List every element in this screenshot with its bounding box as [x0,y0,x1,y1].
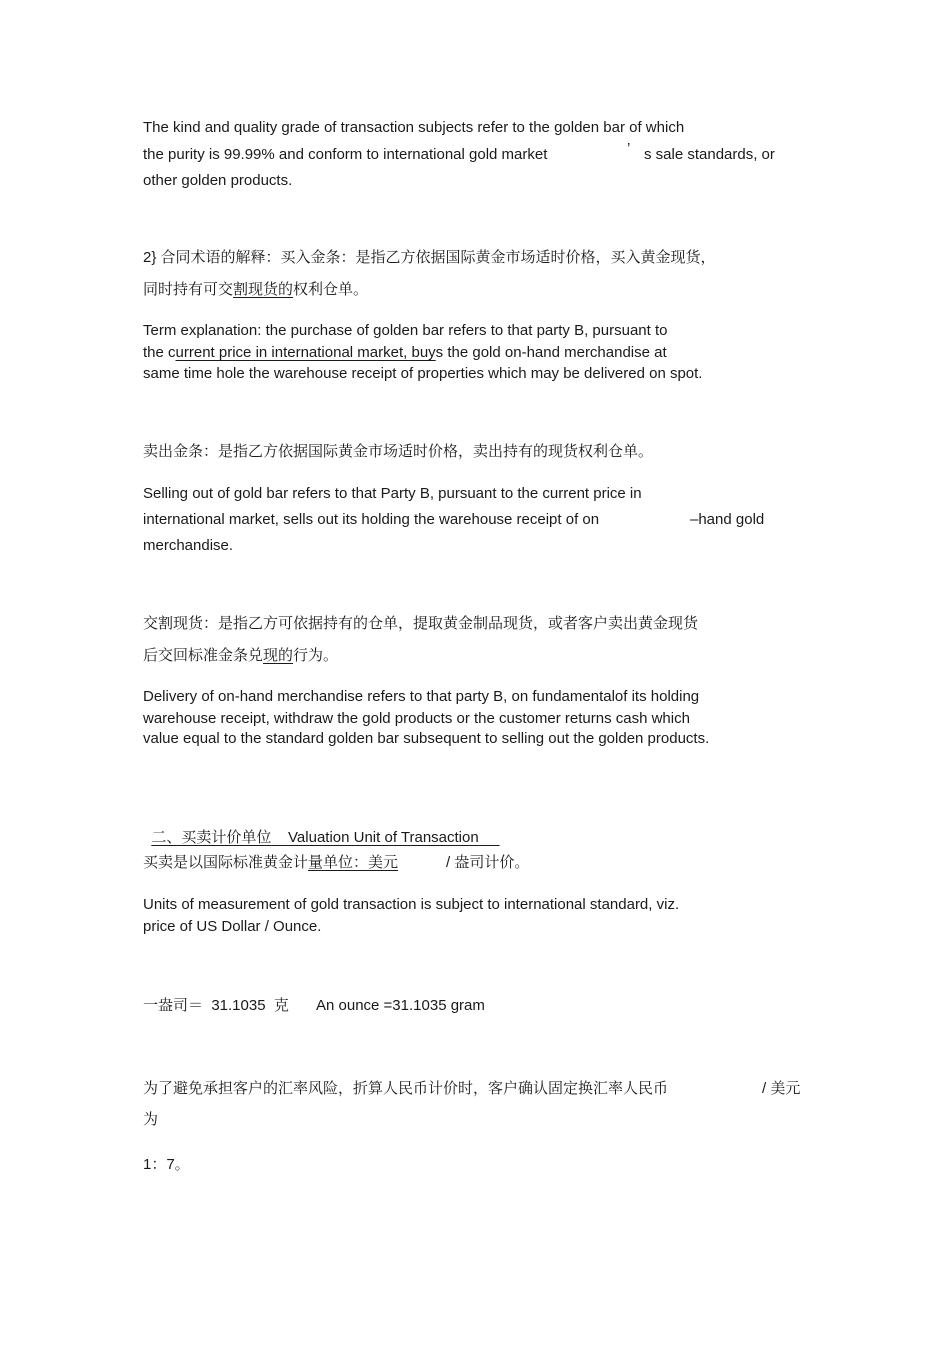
section-2-heading-gap [271,829,288,846]
sell-en-line-3: merchandise. [143,537,234,554]
term-en-line-2 [143,343,667,363]
delivery-cn-line-2 [143,646,338,666]
section-2-cn-line [143,853,398,873]
delivery-cn-line-1: 交割现货：是指乙方可依据持有的仓单，提取黄金制品现货，或者客户卖出黄金现货 [143,615,699,632]
ounce-en: An ounce =31.1035 gram [316,997,485,1014]
term-cn-line-2-b: 权利仓单。 [293,281,369,298]
delivery-cn-line-2-a: 后交回标准金条兑 [143,647,264,664]
sell-en-line-2: international market, sells out its holding the warehouse receipt of on [143,511,600,528]
term-cn-line-2 [143,280,368,300]
section-2-en-line-1: Units of measurement of gold transaction is subject to international standard, viz. [143,896,680,913]
rate-ratio: 1：7。 [143,1156,190,1173]
section-2-cn-tail: / 盎司计价。 [446,854,530,871]
rate-cn-line-1-tail: / 美元 [762,1080,801,1097]
sell-cn-line-1: 卖出金条：是指乙方依据国际黄金市场适时价格，卖出持有的现货权利仓单。 [143,443,654,460]
sell-en-line-2-tail: –hand gold [690,511,765,528]
rate-cn-line-2: 为 [143,1111,159,1128]
ounce-cn: 一盎司＝ 31.1035 克 [143,997,289,1014]
rate-cn-line-1: 为了避免承担客户的汇率风险，折算人民币计价时，客户确认固定换汇率人民币 [143,1080,669,1097]
term-en-line-2-underlined: urrent price in international market, buy [175,344,436,361]
section-2-heading-cn: 二、买卖计价单位 [151,829,272,846]
term-en-line-3: same time hole the warehouse receipt of properties which may be delivered on spot. [143,365,703,382]
term-cn-line-2-a: 同时持有可交 [143,281,234,298]
term-en-line-2-a: the c [143,344,176,361]
section-2-cn-underlined: 量单位：美元 [308,854,399,871]
delivery-en-line-3: value equal to the standard golden bar subsequent to selling out the golden products. [143,730,710,747]
term-en-line-1: Term explanation: the purchase of golden bar refers to that party B, pursuant to [143,322,668,339]
intro-line-2: the purity is 99.99% and conform to international gold market [143,146,548,163]
delivery-cn-line-2-underlined: 现的 [263,647,294,664]
intro-line-1: The kind and quality grade of transaction subjects refer to the golden bar of which [143,119,685,136]
section-2-heading [143,808,500,848]
intro-line-2-tail: s sale standards, or [644,146,775,163]
term-en-line-2-b: s the gold on-hand merchandise at [435,344,667,361]
section-2-cn-a: 买卖是以国际标准黄金计 [143,854,309,871]
sell-en-line-1: Selling out of gold bar refers to that Party B, pursuant to the current price in [143,485,642,502]
term-cn-line-2-underlined: 割现货的 [233,281,294,298]
intro-paragraph [143,118,684,138]
term-cn-line-1: 2} 合同术语的解释：买入金条：是指乙方依据国际黄金市场适时价格，买入黄金现货， [143,249,716,266]
section-2-heading-en: Valuation Unit of Transaction [288,829,479,846]
intro-line-3: other golden products. [143,172,293,189]
section-2-en-line-2: price of US Dollar / Ounce. [143,918,322,935]
intro-line-2-mark: ’ [627,140,631,157]
delivery-en-line-2: warehouse receipt, withdraw the gold products or the customer returns cash which [143,710,690,727]
delivery-cn-line-2-b: 行为。 [293,647,339,664]
section-2-heading-pad [479,829,500,846]
delivery-en-line-1: Delivery of on-hand merchandise refers to that party B, on fundamentalof its holding [143,688,700,705]
